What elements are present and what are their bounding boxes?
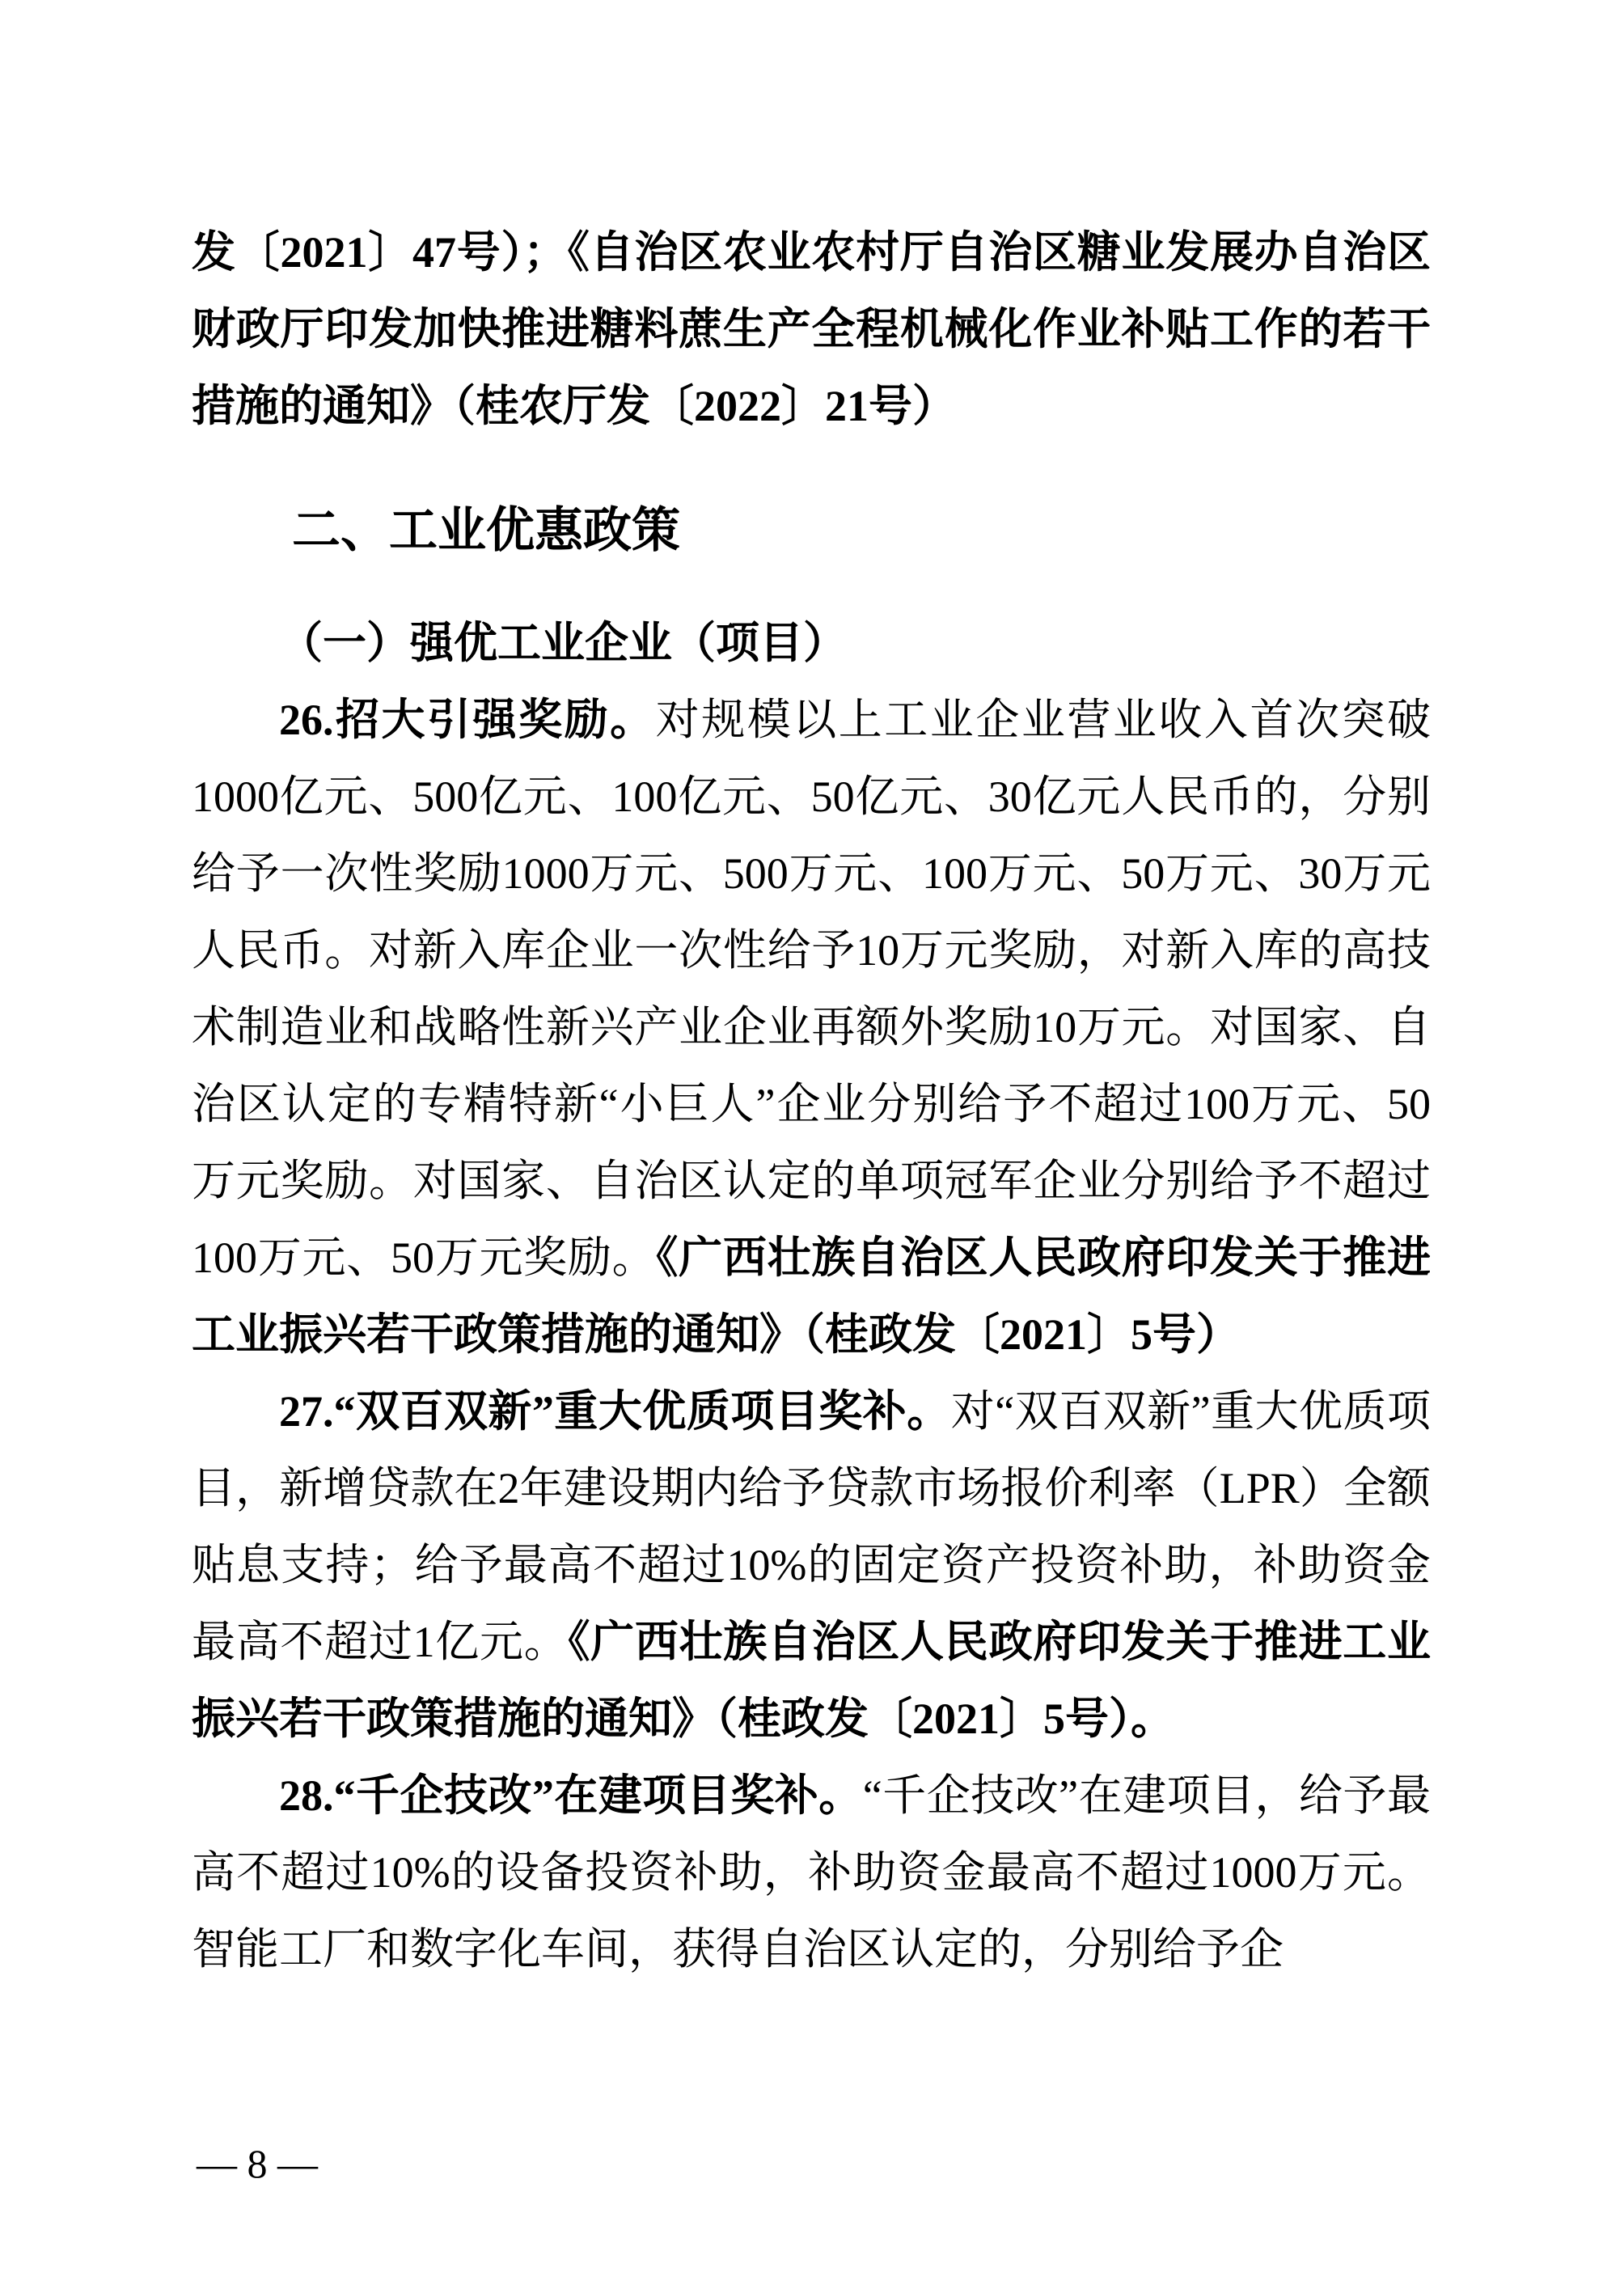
policy-item-27 <box>192 1373 1431 1758</box>
item-26-title: 26.招大引强奖励。 <box>279 696 656 744</box>
policy-item-28 <box>192 1758 1431 1988</box>
page-footer <box>197 2139 318 2188</box>
paragraph-citation-continuation <box>192 214 1431 445</box>
item-26-body: 对规模以上工业企业营业收入首次突破1000亿元、500亿元、100亿元、50亿元、30亿元人民币的，分别给予一次性奖励1000万元、500万元、100万元、50万元、30万元人民币。对新入库企业一次性给予10万元奖励，对新入库的高技术制造业和战略性新兴产业企业再额外奖励10万元。对国家、自治区认定的专精特新“小巨人”企业分别给予不超过100万元、50万元奖励。对国家、自治区认定的单项冠军企业分别给予不超过100万元、50万元奖励。 <box>192 696 1432 1282</box>
item-27-title: 27.“双百双新”重大优质项目奖补。 <box>279 1387 951 1436</box>
subsection-heading: （一）强优工业企业（项目） <box>279 619 847 667</box>
page-number: — 8 — <box>197 2141 318 2186</box>
policy-item-26 <box>192 682 1431 1373</box>
item-28-body: “千企技改”在建项目，给予最高不超过10%的设备投资补助，补助资金最高不超过1000万元。智能工厂和数字化车间，获得自治区认定的，分别给予企 <box>192 1771 1431 1974</box>
document-body <box>192 214 1431 1988</box>
item-27-body: 对“双百双新”重大优质项目，新增贷款在2年建设期内给予贷款市场报价利率（LPR）全额贴息支持；给予最高不超过10%的固定资产投资补助，补助资金最高不超过1亿元。 <box>192 1387 1431 1666</box>
section-heading: 二、工业优惠政策 <box>292 503 680 557</box>
item-28-title: 28.“千企技改”在建项目奖补。 <box>279 1771 863 1820</box>
item-27-citation: 《广西壮族自治区人民政府印发关于推进工业振兴若干政策措施的通知》（桂政发〔2021〕5号）。 <box>192 1618 1432 1743</box>
citation-text: 发〔2021〕47号）；《自治区农业农村厅自治区糖业发展办自治区财政厅印发加快推进糖料蔗生产全程机械化作业补贴工作的若干措施的通知》（桂农厅发〔2022〕21号） <box>192 228 1431 430</box>
item-26-citation: 《广西壮族自治区人民政府印发关于推进工业振兴若干政策措施的通知》（桂政发〔2021〕5号） <box>192 1233 1432 1359</box>
